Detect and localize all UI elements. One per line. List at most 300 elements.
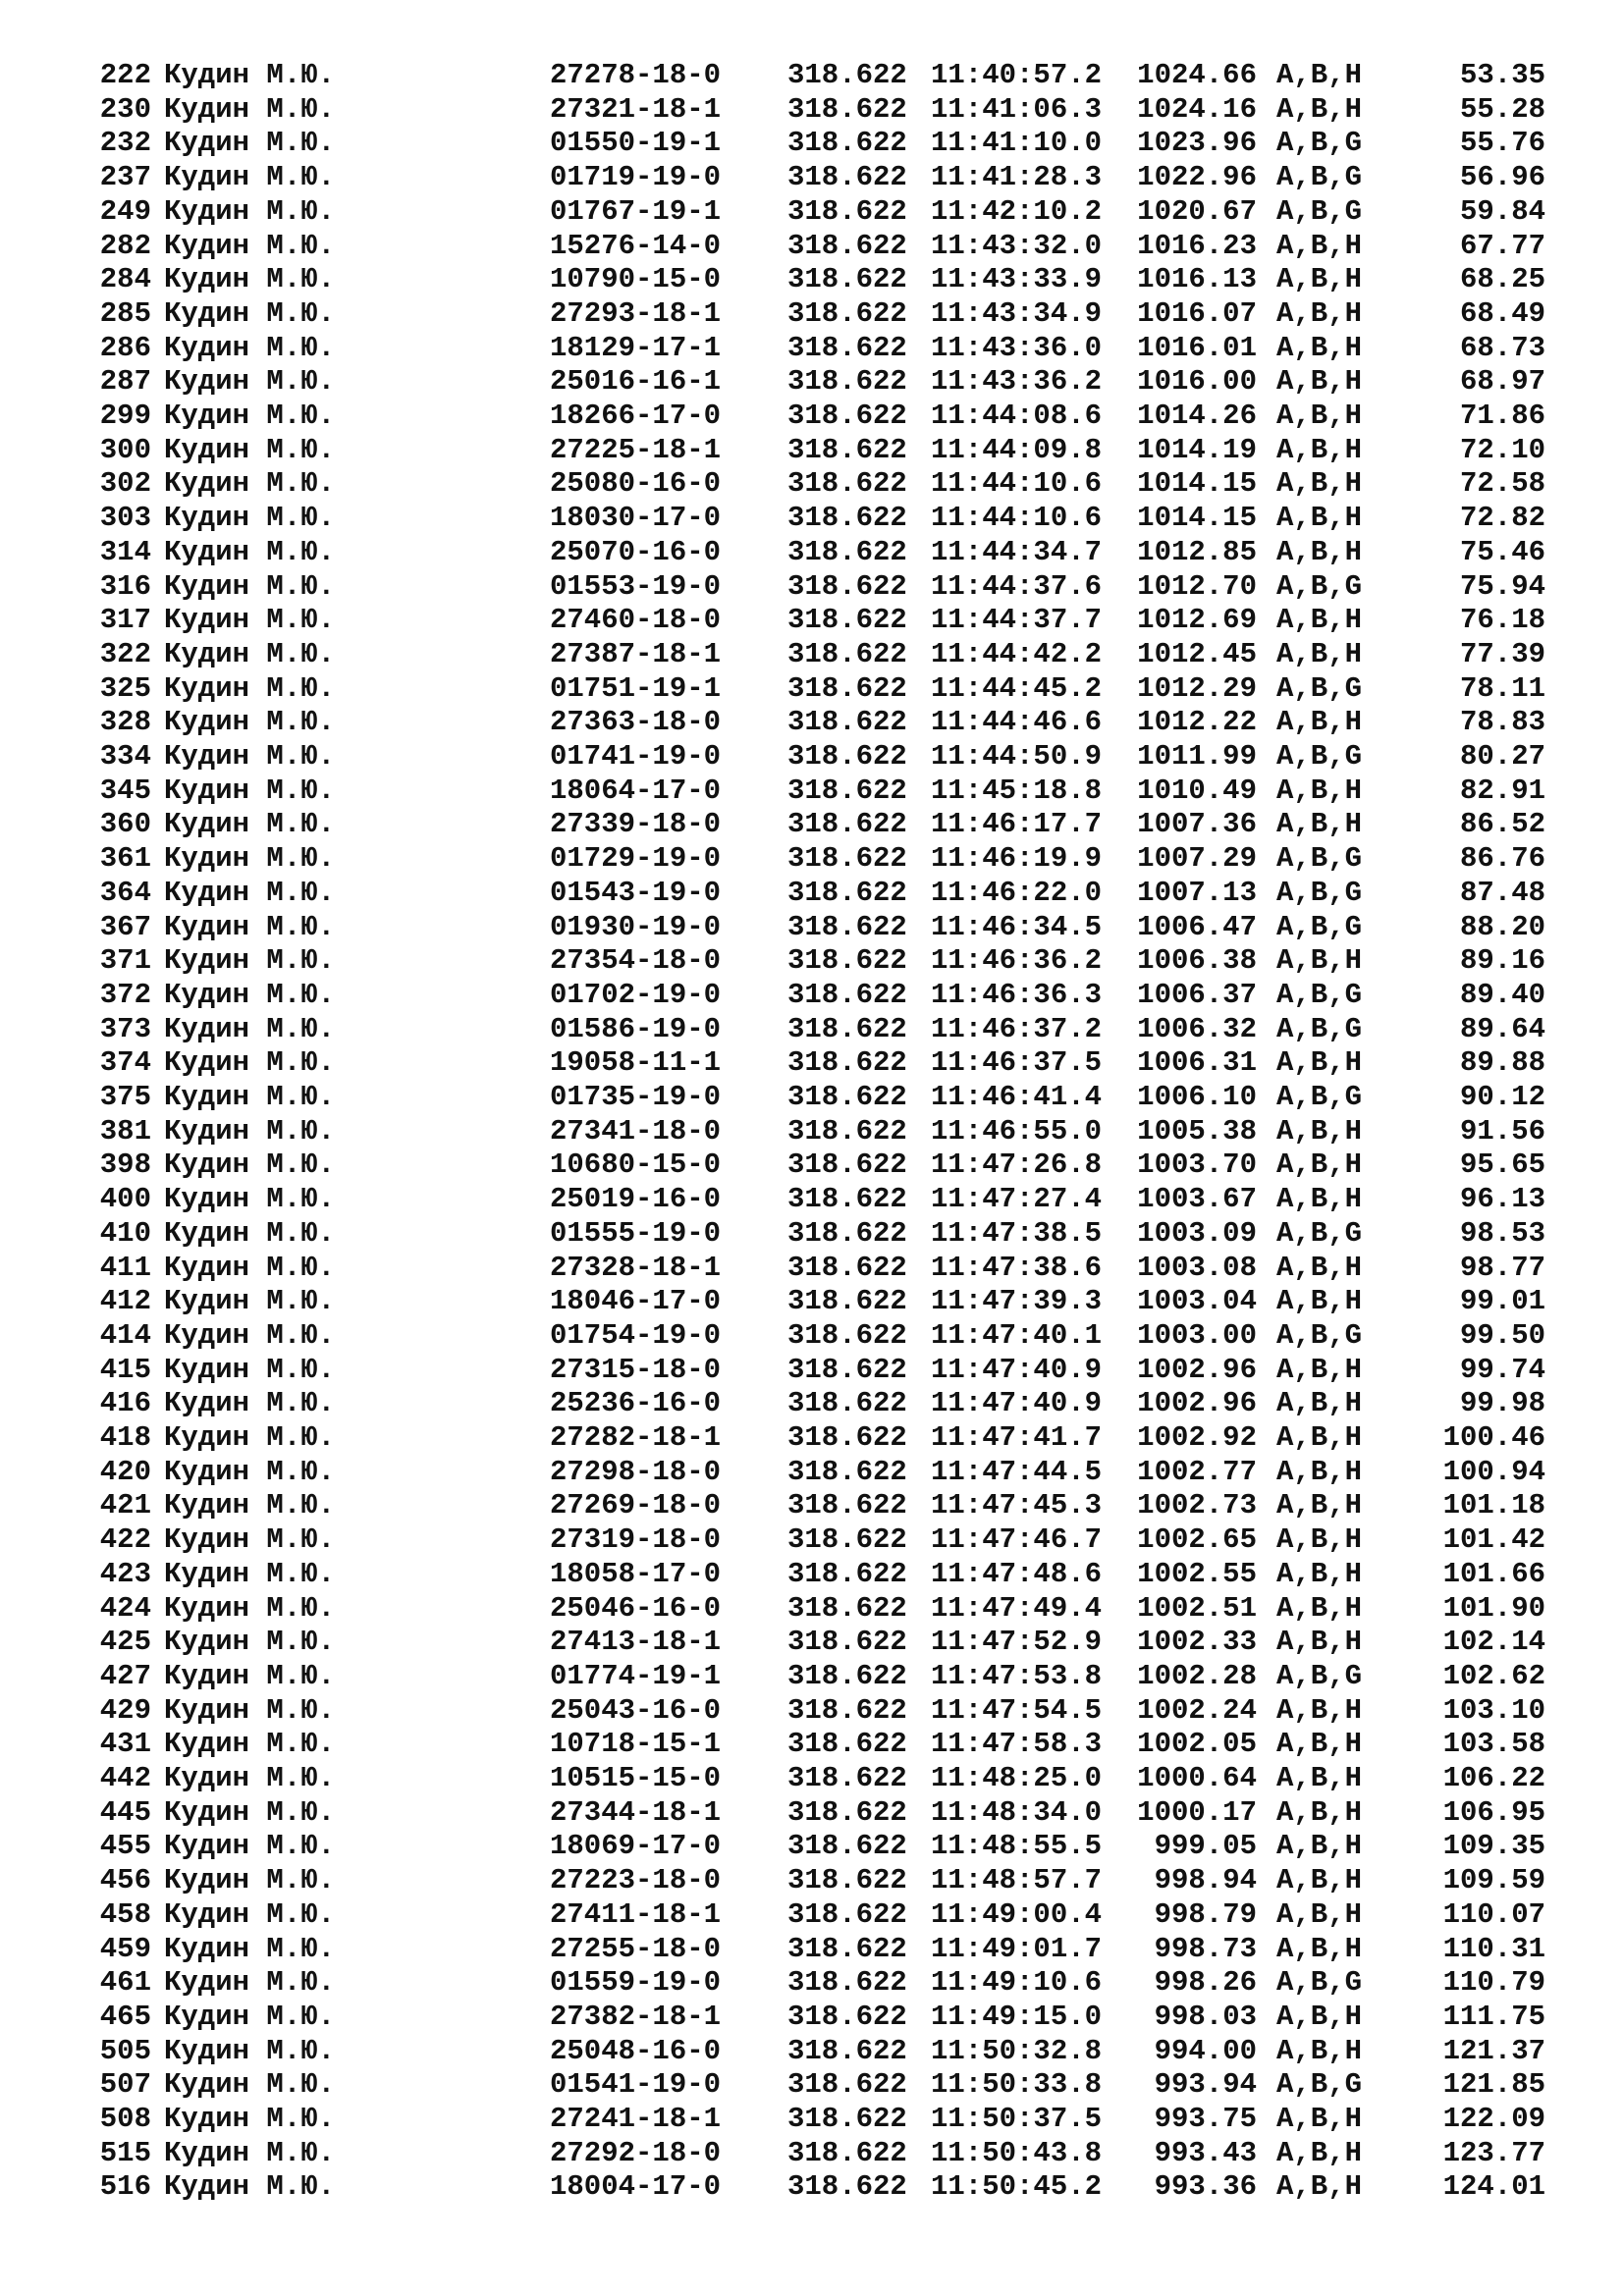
group-code: A,B,H bbox=[1276, 1626, 1363, 1659]
table-row bbox=[0, 1694, 1624, 1728]
group-code: A,B,H bbox=[1276, 92, 1363, 126]
table-row bbox=[0, 2001, 1624, 2034]
table-row bbox=[0, 467, 1624, 501]
distance-km: 318.622 bbox=[787, 535, 907, 568]
table-row bbox=[0, 1864, 1624, 1897]
row-number: 445 bbox=[99, 1795, 151, 1829]
row-number: 427 bbox=[99, 1659, 151, 1692]
table-row bbox=[0, 365, 1624, 399]
row-number: 400 bbox=[99, 1183, 151, 1216]
table-row bbox=[0, 2170, 1624, 2204]
participant-name: Кудин М.Ю. bbox=[164, 1353, 336, 1386]
ring-id: 25070-16-0 bbox=[550, 535, 722, 568]
ring-id: 10680-15-0 bbox=[550, 1148, 722, 1182]
table-row bbox=[0, 263, 1624, 296]
ring-id: 27292-18-0 bbox=[550, 2136, 722, 2169]
arrival-time: 11:47:46.7 bbox=[931, 1523, 1103, 1557]
ring-id: 01741-19-0 bbox=[550, 740, 722, 773]
points: 124.01 bbox=[1442, 2170, 1545, 2204]
table-row bbox=[0, 1489, 1624, 1522]
points: 106.22 bbox=[1442, 1762, 1545, 1794]
row-number: 300 bbox=[99, 433, 151, 466]
row-number: 373 bbox=[99, 1012, 151, 1045]
arrival-time: 11:44:46.6 bbox=[931, 706, 1103, 739]
participant-name: Кудин М.Ю. bbox=[164, 1693, 336, 1727]
row-number: 412 bbox=[99, 1285, 151, 1318]
ring-id: 27298-18-0 bbox=[550, 1455, 722, 1488]
participant-name: Кудин М.Ю. bbox=[164, 1830, 336, 1863]
speed: 1012.85 bbox=[1137, 535, 1257, 568]
speed: 1000.17 bbox=[1137, 1795, 1257, 1829]
table-row bbox=[0, 1354, 1624, 1387]
participant-name: Кудин М.Ю. bbox=[164, 1285, 336, 1318]
row-number: 458 bbox=[99, 1897, 151, 1931]
ring-id: 27321-18-1 bbox=[550, 92, 722, 126]
distance-km: 318.622 bbox=[787, 1387, 907, 1420]
table-row bbox=[0, 1796, 1624, 1830]
row-number: 317 bbox=[99, 604, 151, 637]
distance-km: 318.622 bbox=[787, 1626, 907, 1659]
points: 101.18 bbox=[1442, 1489, 1545, 1522]
participant-name: Кудин М.Ю. bbox=[164, 1795, 336, 1829]
row-number: 371 bbox=[99, 944, 151, 978]
arrival-time: 11:40:57.2 bbox=[931, 59, 1103, 91]
arrival-time: 11:46:55.0 bbox=[931, 1114, 1103, 1148]
row-number: 232 bbox=[99, 127, 151, 160]
distance-km: 318.622 bbox=[787, 467, 907, 501]
points: 68.49 bbox=[1459, 296, 1545, 330]
arrival-time: 11:43:32.0 bbox=[931, 229, 1103, 262]
row-number: 507 bbox=[99, 2068, 151, 2102]
group-code: A,B,G bbox=[1276, 1216, 1363, 1250]
participant-name: Кудин М.Ю. bbox=[164, 467, 336, 501]
participant-name: Кудин М.Ю. bbox=[164, 1489, 336, 1522]
group-code: A,B,H bbox=[1276, 1148, 1363, 1182]
group-code: A,B,H bbox=[1276, 2170, 1363, 2204]
group-code: A,B,H bbox=[1276, 2136, 1363, 2169]
points: 98.53 bbox=[1459, 1216, 1545, 1250]
distance-km: 318.622 bbox=[787, 2034, 907, 2067]
arrival-time: 11:47:53.8 bbox=[931, 1659, 1103, 1692]
participant-name: Кудин М.Ю. bbox=[164, 296, 336, 330]
table-row bbox=[0, 1660, 1624, 1693]
group-code: A,B,H bbox=[1276, 706, 1363, 739]
speed: 1016.01 bbox=[1137, 331, 1257, 364]
group-code: A,B,G bbox=[1276, 740, 1363, 773]
points: 101.90 bbox=[1442, 1591, 1545, 1625]
table-row bbox=[0, 502, 1624, 535]
group-code: A,B,H bbox=[1276, 1387, 1363, 1420]
arrival-time: 11:47:54.5 bbox=[931, 1693, 1103, 1727]
participant-name: Кудин М.Ю. bbox=[164, 1148, 336, 1182]
participant-name: Кудин М.Ю. bbox=[164, 1932, 336, 1965]
ring-id: 27344-18-1 bbox=[550, 1795, 722, 1829]
speed: 1002.73 bbox=[1137, 1489, 1257, 1522]
ring-id: 25048-16-0 bbox=[550, 2034, 722, 2067]
participant-name: Кудин М.Ю. bbox=[164, 127, 336, 160]
speed: 1003.00 bbox=[1137, 1318, 1257, 1352]
arrival-time: 11:47:40.1 bbox=[931, 1318, 1103, 1352]
participant-name: Кудин М.Ю. bbox=[164, 1523, 336, 1557]
points: 91.56 bbox=[1459, 1114, 1545, 1148]
participant-name: Кудин М.Ю. bbox=[164, 1966, 336, 2000]
row-number: 249 bbox=[99, 194, 151, 228]
speed: 1002.28 bbox=[1137, 1659, 1257, 1692]
table-row bbox=[0, 706, 1624, 739]
speed: 1014.19 bbox=[1137, 433, 1257, 466]
group-code: A,B,H bbox=[1276, 2103, 1363, 2135]
speed: 1002.96 bbox=[1137, 1353, 1257, 1386]
ring-id: 18129-17-1 bbox=[550, 331, 722, 364]
arrival-time: 11:46:37.2 bbox=[931, 1012, 1103, 1045]
speed: 1007.13 bbox=[1137, 876, 1257, 909]
points: 72.58 bbox=[1459, 467, 1545, 501]
speed: 1016.07 bbox=[1137, 296, 1257, 330]
participant-name: Кудин М.Ю. bbox=[164, 1251, 336, 1284]
distance-km: 318.622 bbox=[787, 1114, 907, 1148]
speed: 1012.22 bbox=[1137, 706, 1257, 739]
row-number: 418 bbox=[99, 1421, 151, 1454]
points: 68.25 bbox=[1459, 263, 1545, 296]
row-number: 505 bbox=[99, 2034, 151, 2067]
group-code: A,B,H bbox=[1276, 229, 1363, 262]
participant-name: Кудин М.Ю. bbox=[164, 365, 336, 399]
arrival-time: 11:47:40.9 bbox=[931, 1387, 1103, 1420]
speed: 1003.67 bbox=[1137, 1183, 1257, 1216]
arrival-time: 11:50:43.8 bbox=[931, 2136, 1103, 2169]
row-number: 420 bbox=[99, 1455, 151, 1488]
arrival-time: 11:48:25.0 bbox=[931, 1762, 1103, 1794]
ring-id: 01719-19-0 bbox=[550, 161, 722, 194]
arrival-time: 11:44:09.8 bbox=[931, 433, 1103, 466]
ring-id: 27341-18-0 bbox=[550, 1114, 722, 1148]
row-number: 425 bbox=[99, 1626, 151, 1659]
ring-id: 27411-18-1 bbox=[550, 1897, 722, 1931]
group-code: A,B,H bbox=[1276, 1251, 1363, 1284]
arrival-time: 11:46:36.2 bbox=[931, 944, 1103, 978]
table-row bbox=[0, 1081, 1624, 1114]
table-row bbox=[0, 230, 1624, 263]
ring-id: 27460-18-0 bbox=[550, 604, 722, 637]
points: 98.77 bbox=[1459, 1251, 1545, 1284]
ring-id: 01930-19-0 bbox=[550, 910, 722, 943]
speed: 1002.96 bbox=[1137, 1387, 1257, 1420]
ring-id: 18058-17-0 bbox=[550, 1557, 722, 1590]
row-number: 322 bbox=[99, 637, 151, 670]
ring-id: 18064-17-0 bbox=[550, 774, 722, 807]
group-code: A,B,H bbox=[1276, 2034, 1363, 2067]
participant-name: Кудин М.Ю. bbox=[164, 1659, 336, 1692]
row-number: 410 bbox=[99, 1216, 151, 1250]
arrival-time: 11:43:36.0 bbox=[931, 331, 1103, 364]
row-number: 284 bbox=[99, 263, 151, 296]
points: 75.94 bbox=[1459, 569, 1545, 603]
group-code: A,B,G bbox=[1276, 1659, 1363, 1692]
group-code: A,B,H bbox=[1276, 1795, 1363, 1829]
speed: 1014.15 bbox=[1137, 467, 1257, 501]
ring-id: 27225-18-1 bbox=[550, 433, 722, 466]
distance-km: 318.622 bbox=[787, 671, 907, 705]
arrival-time: 11:50:32.8 bbox=[931, 2034, 1103, 2067]
arrival-time: 11:46:17.7 bbox=[931, 808, 1103, 841]
group-code: A,B,H bbox=[1276, 1557, 1363, 1590]
points: 88.20 bbox=[1459, 910, 1545, 943]
arrival-time: 11:47:39.3 bbox=[931, 1285, 1103, 1318]
points: 68.97 bbox=[1459, 365, 1545, 399]
points: 99.74 bbox=[1459, 1353, 1545, 1386]
table-row bbox=[0, 1319, 1624, 1353]
table-row bbox=[0, 944, 1624, 978]
row-number: 421 bbox=[99, 1489, 151, 1522]
distance-km: 318.622 bbox=[787, 1897, 907, 1931]
distance-km: 318.622 bbox=[787, 1864, 907, 1897]
participant-name: Кудин М.Ю. bbox=[164, 978, 336, 1011]
points: 68.73 bbox=[1459, 331, 1545, 364]
distance-km: 318.622 bbox=[787, 569, 907, 603]
points: 89.40 bbox=[1459, 978, 1545, 1011]
distance-km: 318.622 bbox=[787, 637, 907, 670]
row-number: 230 bbox=[99, 92, 151, 126]
row-number: 416 bbox=[99, 1387, 151, 1420]
speed: 1012.45 bbox=[1137, 637, 1257, 670]
participant-name: Кудин М.Ю. bbox=[164, 1864, 336, 1897]
table-row bbox=[0, 1421, 1624, 1455]
group-code: A,B,H bbox=[1276, 944, 1363, 978]
group-code: A,B,H bbox=[1276, 637, 1363, 670]
group-code: A,B,H bbox=[1276, 1728, 1363, 1761]
speed: 998.94 bbox=[1154, 1864, 1257, 1897]
participant-name: Кудин М.Ю. bbox=[164, 842, 336, 876]
speed: 999.05 bbox=[1154, 1830, 1257, 1863]
group-code: A,B,H bbox=[1276, 1864, 1363, 1897]
ring-id: 25046-16-0 bbox=[550, 1591, 722, 1625]
group-code: A,B,H bbox=[1276, 1353, 1363, 1386]
speed: 1006.37 bbox=[1137, 978, 1257, 1011]
ring-id: 19058-11-1 bbox=[550, 1046, 722, 1080]
row-number: 431 bbox=[99, 1728, 151, 1761]
points: 90.12 bbox=[1459, 1081, 1545, 1113]
group-code: A,B,H bbox=[1276, 1897, 1363, 1931]
points: 78.11 bbox=[1459, 671, 1545, 705]
ring-id: 27278-18-0 bbox=[550, 59, 722, 91]
distance-km: 318.622 bbox=[787, 502, 907, 535]
table-row bbox=[0, 1523, 1624, 1557]
table-row bbox=[0, 536, 1624, 569]
participant-name: Кудин М.Ю. bbox=[164, 740, 336, 773]
arrival-time: 11:44:42.2 bbox=[931, 637, 1103, 670]
speed: 1000.64 bbox=[1137, 1762, 1257, 1794]
group-code: A,B,G bbox=[1276, 569, 1363, 603]
arrival-time: 11:50:45.2 bbox=[931, 2170, 1103, 2204]
arrival-time: 11:46:41.4 bbox=[931, 1081, 1103, 1113]
participant-name: Кудин М.Ю. bbox=[164, 1216, 336, 1250]
row-number: 461 bbox=[99, 1966, 151, 2000]
row-number: 442 bbox=[99, 1762, 151, 1794]
speed: 1010.49 bbox=[1137, 774, 1257, 807]
points: 72.82 bbox=[1459, 502, 1545, 535]
group-code: A,B,G bbox=[1276, 876, 1363, 909]
group-code: A,B,H bbox=[1276, 604, 1363, 637]
group-code: A,B,H bbox=[1276, 1591, 1363, 1625]
points: 109.59 bbox=[1442, 1864, 1545, 1897]
points: 99.01 bbox=[1459, 1285, 1545, 1318]
distance-km: 318.622 bbox=[787, 1966, 907, 2000]
table-row bbox=[0, 1830, 1624, 1863]
distance-km: 318.622 bbox=[787, 808, 907, 841]
distance-km: 318.622 bbox=[787, 400, 907, 432]
participant-name: Кудин М.Ю. bbox=[164, 2170, 336, 2204]
table-row bbox=[0, 740, 1624, 774]
participant-name: Кудин М.Ю. bbox=[164, 2034, 336, 2067]
speed: 1003.09 bbox=[1137, 1216, 1257, 1250]
ring-id: 01754-19-0 bbox=[550, 1318, 722, 1352]
speed: 998.03 bbox=[1154, 2000, 1257, 2033]
ring-id: 27319-18-0 bbox=[550, 1523, 722, 1557]
table-row bbox=[0, 93, 1624, 127]
distance-km: 318.622 bbox=[787, 59, 907, 91]
speed: 1002.92 bbox=[1137, 1421, 1257, 1454]
row-number: 334 bbox=[99, 740, 151, 773]
speed: 1002.55 bbox=[1137, 1557, 1257, 1590]
points: 67.77 bbox=[1459, 229, 1545, 262]
ring-id: 25019-16-0 bbox=[550, 1183, 722, 1216]
row-number: 282 bbox=[99, 229, 151, 262]
participant-name: Кудин М.Ю. bbox=[164, 2068, 336, 2102]
arrival-time: 11:47:27.4 bbox=[931, 1183, 1103, 1216]
arrival-time: 11:43:33.9 bbox=[931, 263, 1103, 296]
ring-id: 27363-18-0 bbox=[550, 706, 722, 739]
table-row bbox=[0, 59, 1624, 92]
speed: 993.94 bbox=[1154, 2068, 1257, 2102]
points: 110.31 bbox=[1442, 1932, 1545, 1965]
speed: 993.36 bbox=[1154, 2170, 1257, 2204]
row-number: 456 bbox=[99, 1864, 151, 1897]
row-number: 364 bbox=[99, 876, 151, 909]
arrival-time: 11:50:33.8 bbox=[931, 2068, 1103, 2102]
table-row bbox=[0, 570, 1624, 604]
arrival-time: 11:44:50.9 bbox=[931, 740, 1103, 773]
distance-km: 318.622 bbox=[787, 229, 907, 262]
speed: 1006.32 bbox=[1137, 1012, 1257, 1045]
distance-km: 318.622 bbox=[787, 774, 907, 807]
distance-km: 318.622 bbox=[787, 127, 907, 160]
ring-id: 10515-15-0 bbox=[550, 1762, 722, 1794]
ring-id: 25016-16-1 bbox=[550, 365, 722, 399]
table-row bbox=[0, 1013, 1624, 1046]
speed: 1014.15 bbox=[1137, 502, 1257, 535]
points: 101.66 bbox=[1442, 1557, 1545, 1590]
participant-name: Кудин М.Ю. bbox=[164, 1081, 336, 1113]
group-code: A,B,H bbox=[1276, 1183, 1363, 1216]
row-number: 316 bbox=[99, 569, 151, 603]
table-row bbox=[0, 808, 1624, 841]
row-number: 367 bbox=[99, 910, 151, 943]
arrival-time: 11:44:37.7 bbox=[931, 604, 1103, 637]
distance-km: 318.622 bbox=[787, 433, 907, 466]
group-code: A,B,H bbox=[1276, 1932, 1363, 1965]
participant-name: Кудин М.Ю. bbox=[164, 1455, 336, 1488]
row-number: 422 bbox=[99, 1523, 151, 1557]
distance-km: 318.622 bbox=[787, 1762, 907, 1794]
participant-name: Кудин М.Ю. bbox=[164, 229, 336, 262]
row-number: 411 bbox=[99, 1251, 151, 1284]
points: 86.52 bbox=[1459, 808, 1545, 841]
ring-id: 01541-19-0 bbox=[550, 2068, 722, 2102]
row-number: 414 bbox=[99, 1318, 151, 1352]
ring-id: 18266-17-0 bbox=[550, 400, 722, 432]
points: 87.48 bbox=[1459, 876, 1545, 909]
group-code: A,B,H bbox=[1276, 467, 1363, 501]
ring-id: 01729-19-0 bbox=[550, 842, 722, 876]
table-row bbox=[0, 1183, 1624, 1216]
table-row bbox=[0, 1762, 1624, 1795]
points: 77.39 bbox=[1459, 637, 1545, 670]
speed: 998.73 bbox=[1154, 1932, 1257, 1965]
arrival-time: 11:47:52.9 bbox=[931, 1626, 1103, 1659]
table-row bbox=[0, 434, 1624, 467]
table-row bbox=[0, 1046, 1624, 1080]
points: 122.09 bbox=[1442, 2103, 1545, 2135]
group-code: A,B,G bbox=[1276, 2068, 1363, 2102]
group-code: A,B,G bbox=[1276, 978, 1363, 1011]
speed: 1011.99 bbox=[1137, 740, 1257, 773]
participant-name: Кудин М.Ю. bbox=[164, 637, 336, 670]
group-code: A,B,H bbox=[1276, 400, 1363, 432]
table-row bbox=[0, 774, 1624, 808]
points: 55.28 bbox=[1459, 92, 1545, 126]
distance-km: 318.622 bbox=[787, 706, 907, 739]
group-code: A,B,H bbox=[1276, 365, 1363, 399]
group-code: A,B,H bbox=[1276, 535, 1363, 568]
distance-km: 318.622 bbox=[787, 1148, 907, 1182]
points: 55.76 bbox=[1459, 127, 1545, 160]
ring-id: 01553-19-0 bbox=[550, 569, 722, 603]
arrival-time: 11:47:38.6 bbox=[931, 1251, 1103, 1284]
participant-name: Кудин М.Ю. bbox=[164, 706, 336, 739]
row-number: 374 bbox=[99, 1046, 151, 1080]
speed: 998.26 bbox=[1154, 1966, 1257, 2000]
participant-name: Кудин М.Ю. bbox=[164, 1387, 336, 1420]
arrival-time: 11:49:15.0 bbox=[931, 2000, 1103, 2033]
group-code: A,B,G bbox=[1276, 1318, 1363, 1352]
participant-name: Кудин М.Ю. bbox=[164, 774, 336, 807]
participant-name: Кудин М.Ю. bbox=[164, 433, 336, 466]
table-row bbox=[0, 1285, 1624, 1318]
table-row bbox=[0, 332, 1624, 365]
speed: 1003.08 bbox=[1137, 1251, 1257, 1284]
speed: 994.00 bbox=[1154, 2034, 1257, 2067]
table-row bbox=[0, 127, 1624, 160]
arrival-time: 11:44:34.7 bbox=[931, 535, 1103, 568]
table-row bbox=[0, 2103, 1624, 2136]
group-code: A,B,G bbox=[1276, 842, 1363, 876]
points: 96.13 bbox=[1459, 1183, 1545, 1216]
distance-km: 318.622 bbox=[787, 2068, 907, 2102]
group-code: A,B,H bbox=[1276, 1046, 1363, 1080]
points: 89.16 bbox=[1459, 944, 1545, 978]
distance-km: 318.622 bbox=[787, 263, 907, 296]
group-code: A,B,H bbox=[1276, 263, 1363, 296]
arrival-time: 11:48:57.7 bbox=[931, 1864, 1103, 1897]
points: 103.10 bbox=[1442, 1693, 1545, 1727]
row-number: 372 bbox=[99, 978, 151, 1011]
distance-km: 318.622 bbox=[787, 604, 907, 637]
arrival-time: 11:47:45.3 bbox=[931, 1489, 1103, 1522]
ring-id: 01702-19-0 bbox=[550, 978, 722, 1011]
distance-km: 318.622 bbox=[787, 2170, 907, 2204]
participant-name: Кудин М.Ю. bbox=[164, 194, 336, 228]
distance-km: 318.622 bbox=[787, 365, 907, 399]
